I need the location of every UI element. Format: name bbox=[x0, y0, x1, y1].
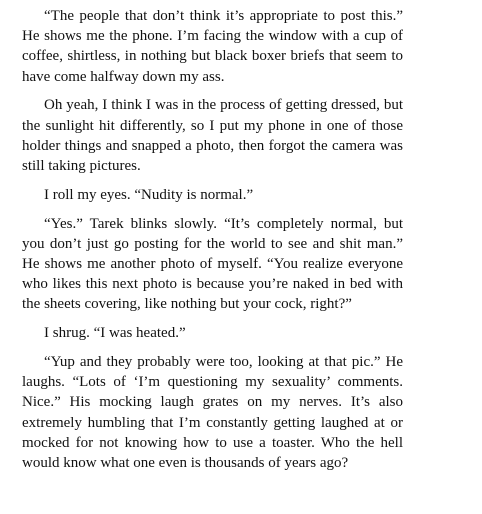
paragraph-5: I shrug. “I was heated.” bbox=[44, 325, 186, 342]
paragraph-6: “Yup and they probably were too, looking at that pic.” He laughs. “Lots of ‘I’m questioning my sexuality’ comments. Nice.” His mocking laugh grates on my nerves. It’s also extremely humbling that I’m constantly getting laughed at or mocked for not knowing how to use a toaster. Who the hell would know what one even is thousands of years ago? bbox=[22, 354, 403, 472]
paragraph-4: “Yes.” Tarek blinks slowly. “It’s completely normal, but you don’t just go posting for the world to see and shit man.” He shows me another photo of myself. “You realize everyone who likes this next photo is because you’re naked in bed with the sheets covering, like nothing but your cock, right?” bbox=[22, 215, 403, 313]
paragraph-2: Oh yeah, I think I was in the process of getting dressed, but the sunlight hit differently, so I put my phone in one of those holder things and snapped a photo, then forgot the camera was still taking pictures. bbox=[22, 97, 403, 175]
paragraph-3: I roll my eyes. “Nudity is normal.” bbox=[44, 186, 254, 203]
paragraph-1: “The people that don’t think it’s appropriate to post this.” He shows me the phone. I’m facing the window with a cup of coffee, shirtless, in nothing but black boxer briefs that seem to have come halfway down my ass. bbox=[22, 8, 403, 85]
